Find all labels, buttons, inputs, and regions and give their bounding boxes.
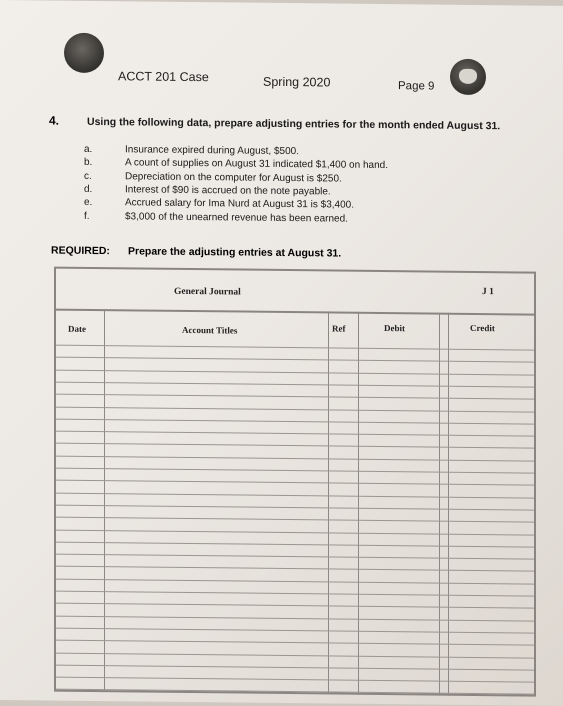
journal-title: General Journal [174,286,241,298]
item-letter: d. [84,183,93,195]
course-title: ACCT 201 Case [118,69,209,85]
grid-row-line [56,431,534,437]
grid-row-line [56,418,534,424]
grid-row-line [56,381,534,387]
required-label: REQUIRED: [51,244,110,258]
grid-row-line [56,652,534,658]
grid-row-line [56,468,534,474]
grid-column-line [104,309,105,692]
grid-row-line [56,345,534,351]
grid-row-line [56,492,534,498]
grid-row-line [56,578,534,584]
required-text: Prepare the adjusting entries at August 31. [128,245,342,260]
item-text: Depreciation on the computer for August is $250. [125,170,342,185]
journal-page-ref: J 1 [482,287,494,298]
grid-row-line [56,529,534,535]
item-text: Accrued salary for Ima Nurd at August 31 is $3,400. [125,197,355,211]
grid-row-line [56,406,534,412]
binder-hole-left [64,33,104,73]
grid-row-line [56,480,534,486]
grid-row-line [56,591,534,597]
binder-hole-right [450,59,486,95]
column-header-ref: Ref [332,323,346,334]
grid-row-line [56,541,534,547]
term-label: Spring 2020 [263,74,331,90]
item-text: $3,000 of the unearned revenue has been earned. [125,210,348,225]
grid-row-line [56,554,534,560]
grid-row-line [56,455,534,461]
column-header-debit: Debit [384,323,405,334]
column-header-date: Date [68,323,86,334]
grid-row-line [56,615,534,621]
item-letter: c. [84,170,92,182]
grid-column-line [448,313,449,696]
column-header-account-titles: Account Titles [182,324,238,336]
question-number: 4. [49,113,60,128]
grid-row-line [56,664,534,670]
item-text: A count of supplies on August 31 indicated $1,400 on hand. [125,157,388,172]
grid-row-line [56,677,534,683]
grid-row-line [56,689,534,695]
grid-column-line [358,312,359,695]
item-letter: b. [84,157,93,169]
general-journal-form [54,267,536,697]
grid-row-line [56,394,534,400]
item-letter: e. [84,197,93,209]
grid-row-line [56,603,534,609]
journal-entry-grid [56,309,534,697]
grid-column-line [328,311,329,694]
grid-row-line [56,357,534,363]
grid-row-line [56,443,534,449]
grid-row-line [56,640,534,646]
item-letter: a. [84,143,93,155]
grid-row-line [56,504,534,510]
item-text: Interest of $90 is accrued on the note payable. [125,184,331,198]
column-header-credit: Credit [470,322,495,334]
item-letter: f. [84,210,90,222]
question-text: Using the following data, prepare adjusting entries for the month ended August 31. [87,115,501,133]
grid-row-line [56,566,534,572]
grid-row-line [56,627,534,633]
page-number: Page 9 [398,80,435,93]
item-text: Insurance expired during August, $500. [125,144,300,158]
grid-row-line [56,369,534,375]
grid-row-line [56,517,534,523]
grid-column-line [439,313,440,696]
